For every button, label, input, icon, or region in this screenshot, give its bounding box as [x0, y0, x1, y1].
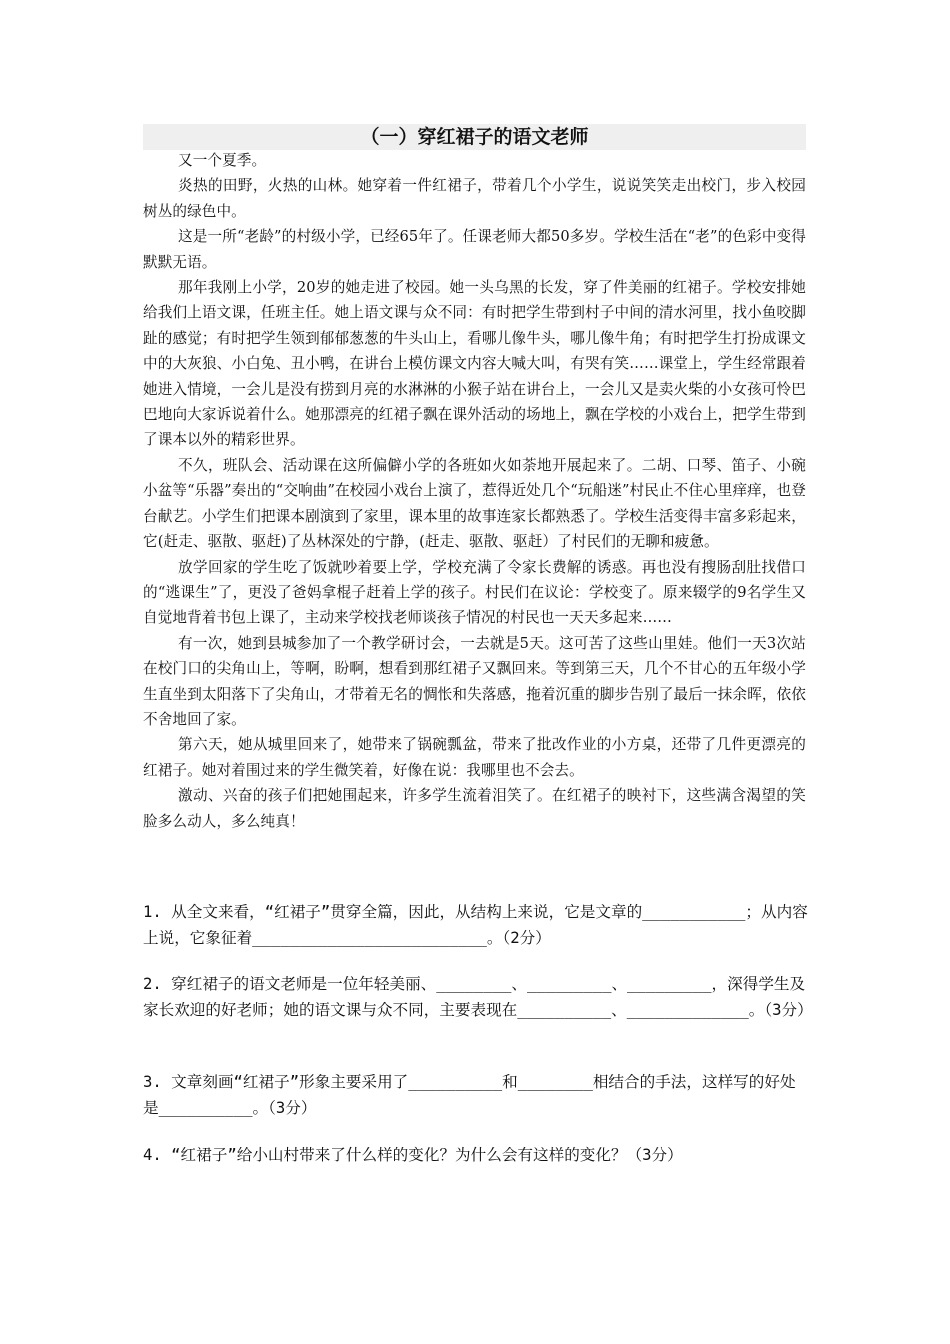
question-3: 3. 文章刻画“红裙子”形象主要采用了__________和________相结合的手法，这样写的好处是__________。（3分） [143, 1073, 796, 1117]
question-2: 2. 穿红裙子的语文老师是一位年轻美丽、________、_________、_________，深得学生及家长欢迎的好老师；她的语文课与众不同，主要表现在__________、_____________。（3分） [143, 975, 813, 1019]
article-paragraph: 有一次，她到县城参加了一个教学研讨会，一去就是5天。这可苦了这些山里娃。他们一天3次站在校门口的尖角山上，等啊，盼啊，想看到那红裙子又飘回来。等到第三天，几个不甘心的五年级小学生直坐到太阳落下了尖角山，才带着无名的惆怅和失落感，拖着沉重的脚步告别了最后一抹余晖，依依不舍地回了家。 [143, 634, 806, 728]
article-body [143, 148, 806, 834]
article-paragraph: 炎热的田野，火热的山林。她穿着一件红裙子，带着几个小学生，说说笑笑走出校门，步入校园树丛的绿色中。 [143, 177, 806, 220]
article-paragraph: 第六天，她从城里回来了，她带来了锅碗瓢盆，带来了批改作业的小方桌，还带了几件更漂亮的红裙子。她对着围过来的学生微笑着，好像在说：我哪里也不会去。 [143, 736, 806, 779]
page-title: （一）穿红裙子的语文老师 [360, 126, 589, 148]
article-paragraph: 不久，班队会、活动课在这所偏僻小学的各班如火如荼地开展起来了。二胡、口琴、笛子、小碗小盆等“乐器”奏出的“交响曲”在校园小戏台上演了，惹得近处几个“玩船迷”村民止不住心里痒痒，也登台献艺。小学生们把课本剧演到了家里，课本里的故事连家长都熟悉了。学校生活变得丰富多彩起来，它(赶走、驱散、驱赶)了丛林深处的宁静，(赶走、驱散、驱赶）了村民们的无聊和疲惫。 [143, 456, 806, 551]
article-paragraph: 激动、兴奋的孩子们把她围起来，许多学生流着泪笑了。在红裙子的映衬下，这些满含渴望的笑脸多么动人，多么纯真！ [143, 787, 806, 830]
article-paragraph: 那年我刚上小学，20岁的她走进了校园。她一头乌黑的长发，穿了件美丽的红裙子。学校安排她给我们上语文课，任班主任。她上语文课与众不同：有时把学生带到村子中间的清水河里，找小鱼咬脚趾的感觉；有时把学生领到郁郁葱葱的牛头山上，看哪儿像牛头，哪儿像牛角；有时把学生打扮成课文中的大灰狼、小白兔、丑小鸭，在讲台上模仿课文内容大喊大叫，有哭有笑……课堂上，学生经常跟着她进入情境，一会儿是没有捞到月亮的水淋淋的小猴子站在讲台上，一会儿又是卖火柴的小女孩可怜巴巴地向大家诉说着什么。她那漂亮的红裙子飘在课外活动的场地上，飘在学校的小戏台上，把学生带到了课本以外的精彩世界。 [143, 279, 806, 449]
question-4: 4. “红裙子”给小山村带来了什么样的变化？为什么会有这样的变化？（3分） [143, 1146, 683, 1164]
article-paragraph: 又一个夏季。 [178, 152, 267, 169]
article-paragraph: 这是一所“老龄”的村级小学，已经65年了。任课老师大都50多岁。学校生活在“老”的色彩中变得默默无语。 [143, 228, 806, 271]
article-paragraph: 放学回家的学生吃了饭就吵着要上学，学校充满了令家长费解的诱惑。再也没有搜肠刮肚找借口的“逃课生”了，更没了爸妈拿棍子赶着上学的孩子。村民们在议论：学校变了。原来辍学的9名学生又自觉地背着书包上课了，主动来学校找老师谈孩子情况的村民也一天天多起来…… [143, 558, 806, 627]
question-1: 1. 从全文来看，“红裙子”贯穿全篇，因此，从结构上来说，它是文章的___________；从内容上说，它象征着_________________________。（2分） [143, 903, 808, 947]
